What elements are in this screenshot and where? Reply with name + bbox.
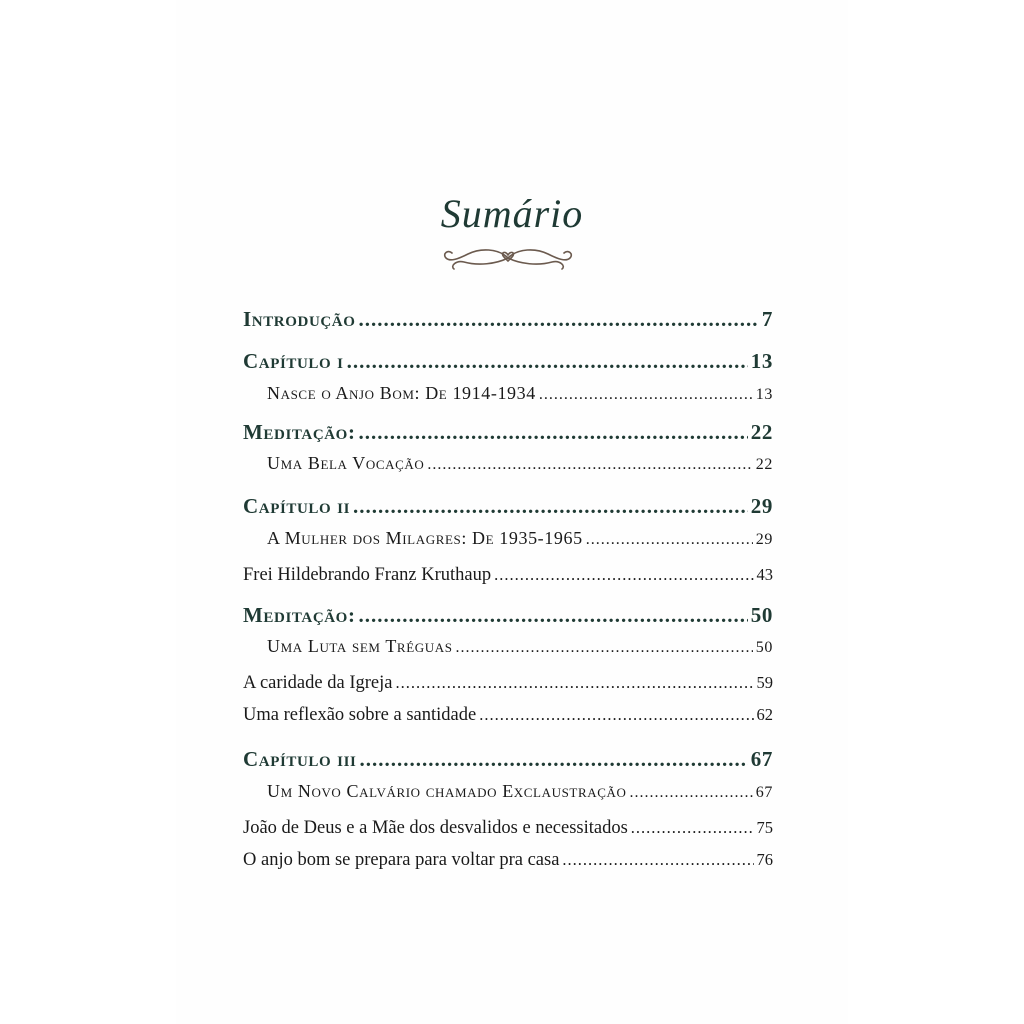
- toc-entry-page: 67: [755, 784, 773, 801]
- toc-entry-label: Uma reflexão sobre a santidade: [243, 705, 477, 725]
- toc-entry-capitulo-1[interactable]: [243, 349, 773, 374]
- toc-entry-page: 29: [750, 494, 773, 518]
- toc-entry-label: O anjo bom se prepara para voltar pra casa: [243, 850, 560, 870]
- toc-entry-joao-de-deus[interactable]: [243, 818, 773, 839]
- dot-leader: [479, 705, 753, 725]
- toc-entry-page: 22: [750, 420, 773, 444]
- toc-entry-label: Uma Luta sem Tréguas: [267, 636, 453, 656]
- toc-entry-page: 13: [750, 349, 773, 373]
- toc-entry-label: Um Novo Calvário chamado Exclaustração: [267, 781, 627, 801]
- dot-leader: [395, 673, 753, 693]
- toc-entry-page: 59: [756, 673, 773, 692]
- dot-leader: [427, 456, 752, 474]
- dot-leader: [359, 420, 748, 445]
- toc-entry-page: 43: [756, 565, 773, 584]
- dot-leader: [539, 386, 753, 404]
- toc-entry-label: Frei Hildebrando Franz Kruthaup: [243, 565, 492, 585]
- toc-entry-o-anjo-bom-se-prepara[interactable]: [243, 850, 773, 871]
- toc-entry-capitulo-3[interactable]: [243, 747, 773, 772]
- dot-leader: [347, 349, 748, 374]
- toc-entry-label: Meditação:: [243, 420, 356, 444]
- toc-entry-reflexao-santidade[interactable]: [243, 705, 773, 726]
- toc-entry-label: Capítulo i: [243, 349, 344, 373]
- dot-leader: [586, 531, 753, 549]
- toc-entry-uma-luta-sem-treguas[interactable]: [267, 636, 773, 657]
- toc-entry-page: 29: [755, 531, 773, 548]
- flourish-ornament-icon: [438, 244, 578, 274]
- toc-entry-capitulo-2[interactable]: [243, 494, 773, 519]
- toc-entry-a-caridade-da-igreja[interactable]: [243, 673, 773, 694]
- toc-entry-meditacao-1[interactable]: [243, 420, 773, 445]
- dot-leader: [359, 747, 747, 772]
- dot-leader: [359, 603, 748, 628]
- toc-entry-label: Nasce o Anjo Bom: De 1914-1934: [267, 383, 536, 403]
- toc-entry-page: 7: [761, 307, 773, 331]
- dot-leader: [494, 565, 753, 585]
- toc-entry-label: A Mulher dos Milagres: De 1935-1965: [267, 528, 583, 548]
- toc-entry-page: 22: [755, 456, 773, 473]
- dot-leader: [359, 307, 759, 332]
- toc-entry-label: A caridade da Igreja: [243, 673, 393, 693]
- toc-entry-label: Introdução: [243, 307, 356, 331]
- toc-entry-page: 75: [756, 818, 773, 837]
- toc-entry-um-novo-calvario[interactable]: [267, 781, 773, 802]
- toc-entry-label: João de Deus e a Mãe dos desvalidos e necessitados: [243, 818, 628, 838]
- toc-entry-a-mulher-dos-milagres[interactable]: [267, 528, 773, 549]
- toc-entry-introducao[interactable]: [243, 307, 773, 332]
- toc-entry-frei-hildebrando[interactable]: [243, 565, 773, 586]
- dot-leader: [456, 639, 753, 657]
- page-title: Sumário: [440, 191, 584, 236]
- dot-leader: [631, 818, 754, 838]
- toc-entry-meditacao-2[interactable]: [243, 603, 773, 628]
- toc-entry-page: 50: [755, 639, 773, 656]
- dot-leader: [353, 494, 748, 519]
- toc-entry-page: 13: [755, 386, 773, 403]
- toc-entry-nasce-o-anjo-bom[interactable]: [267, 383, 773, 404]
- toc-entry-label: Capítulo iii: [243, 747, 357, 771]
- toc-entry-label: Capítulo ii: [243, 494, 351, 518]
- toc-entry-label: Uma Bela Vocação: [267, 453, 425, 473]
- toc-entry-uma-bela-vocacao[interactable]: [267, 453, 773, 474]
- toc-entry-page: 50: [750, 603, 773, 627]
- dot-leader: [562, 850, 753, 870]
- toc-entry-page: 67: [750, 747, 773, 771]
- toc-entry-page: 76: [756, 850, 773, 869]
- toc-entry-page: 62: [756, 705, 773, 724]
- toc-entry-label: Meditação:: [243, 603, 356, 627]
- dot-leader: [629, 784, 752, 802]
